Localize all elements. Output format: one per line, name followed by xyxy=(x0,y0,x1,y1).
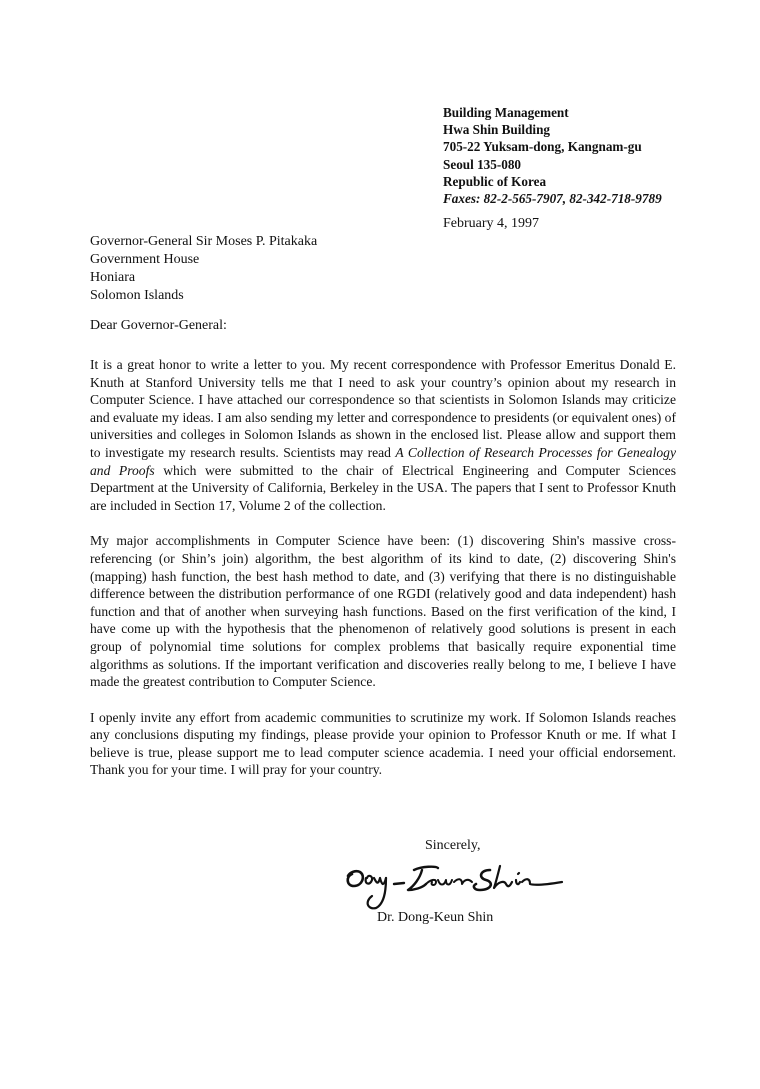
body-paragraph-2: My major accomplishments in Computer Science have been: (1) discovering Shin's massive cross-referencing (or Shin’s join) algorithm, the best algorithm of its kind to date, (2) discovering Shin's (mapping) hash function, the best hash method to date, and (3) verifying that there is no distinguishable difference between the distribution performance of one RGDI (relatively good and data independent) hash function and that of another when surveying hash functions. Based on the first verification of the kind, I have come up with the hypothesis that the phenomenon of relatively good solutions is present in each group of polynomial time solutions for complex problems that basically require exponential time algorithms as solutions. If the important verification and discoveries really belong to me, I believe I have made the greatest contribution to Computer Science. xyxy=(90,533,676,690)
sender-address-block xyxy=(443,104,662,207)
body-paragraph-1-part-b: which were submitted to the chair of Electrical Engineering and Computer Sciences Department at the University of California, Berkeley in the USA. The papers that I sent to Professor Knuth are included in Section 17, Volume 2 of the collection. xyxy=(90,462,676,513)
recipient-name: Governor-General Sir Moses P. Pitakaka xyxy=(90,234,318,249)
sender-line-country: Republic of Korea xyxy=(443,173,547,189)
signer-name: Dr. Dong-Keun Shin xyxy=(377,910,494,925)
body-paragraph-3: I openly invite any effort from academic communities to scrutinize my work. If Solomon Islands reaches any conclusions disputing my findings, please provide your opinion to Professor Knuth or me. If what I believe is true, please support me to lead computer science academia. I need your official endorsement. Thank you for your time. I will pray for your country. xyxy=(90,709,676,778)
closing: Sincerely, xyxy=(425,838,481,853)
sender-line-city: Seoul 135-080 xyxy=(443,156,522,172)
recipient-line-country: Solomon Islands xyxy=(90,288,184,303)
sender-line-building: Hwa Shin Building xyxy=(443,122,551,138)
collection-title: A Collection of Research Processes for Genealogy and Proofs xyxy=(90,444,676,478)
body-paragraph-1-part-a: It is a great honor to write a letter to you. My recent correspondence with Professor Emeritus Donald E. Knuth at Stanford University tells me that I need to ask your country’s opinion about my research in Computer Science. I have attached our correspondence so that scientists in Solomon Islands may criticize and evaluate my ideas. I am also sending my letter and correspondence to presidents (or equivalent ones) of universities and colleges in Solomon Islands as shown in the enclosed list. Please allow and support them to investigate my research results. Scientists may read xyxy=(90,357,676,460)
sender-line-building-management: Building Management xyxy=(443,105,569,120)
handwritten-signature xyxy=(340,852,570,912)
letter-date: February 4, 1997 xyxy=(443,216,540,231)
letter-body xyxy=(90,356,676,797)
sender-faxes: Faxes: 82-2-565-7907, 82-342-718-9789 xyxy=(443,191,662,207)
recipient-line-house: Government House xyxy=(90,252,200,267)
recipient-line-city: Honiara xyxy=(90,270,136,285)
body-paragraph-1 xyxy=(90,356,676,514)
salutation: Dear Governor-General: xyxy=(90,318,227,333)
sender-line-street: 705-22 Yuksam-dong, Kangnam-gu xyxy=(443,139,642,155)
recipient-address-block xyxy=(90,233,317,305)
